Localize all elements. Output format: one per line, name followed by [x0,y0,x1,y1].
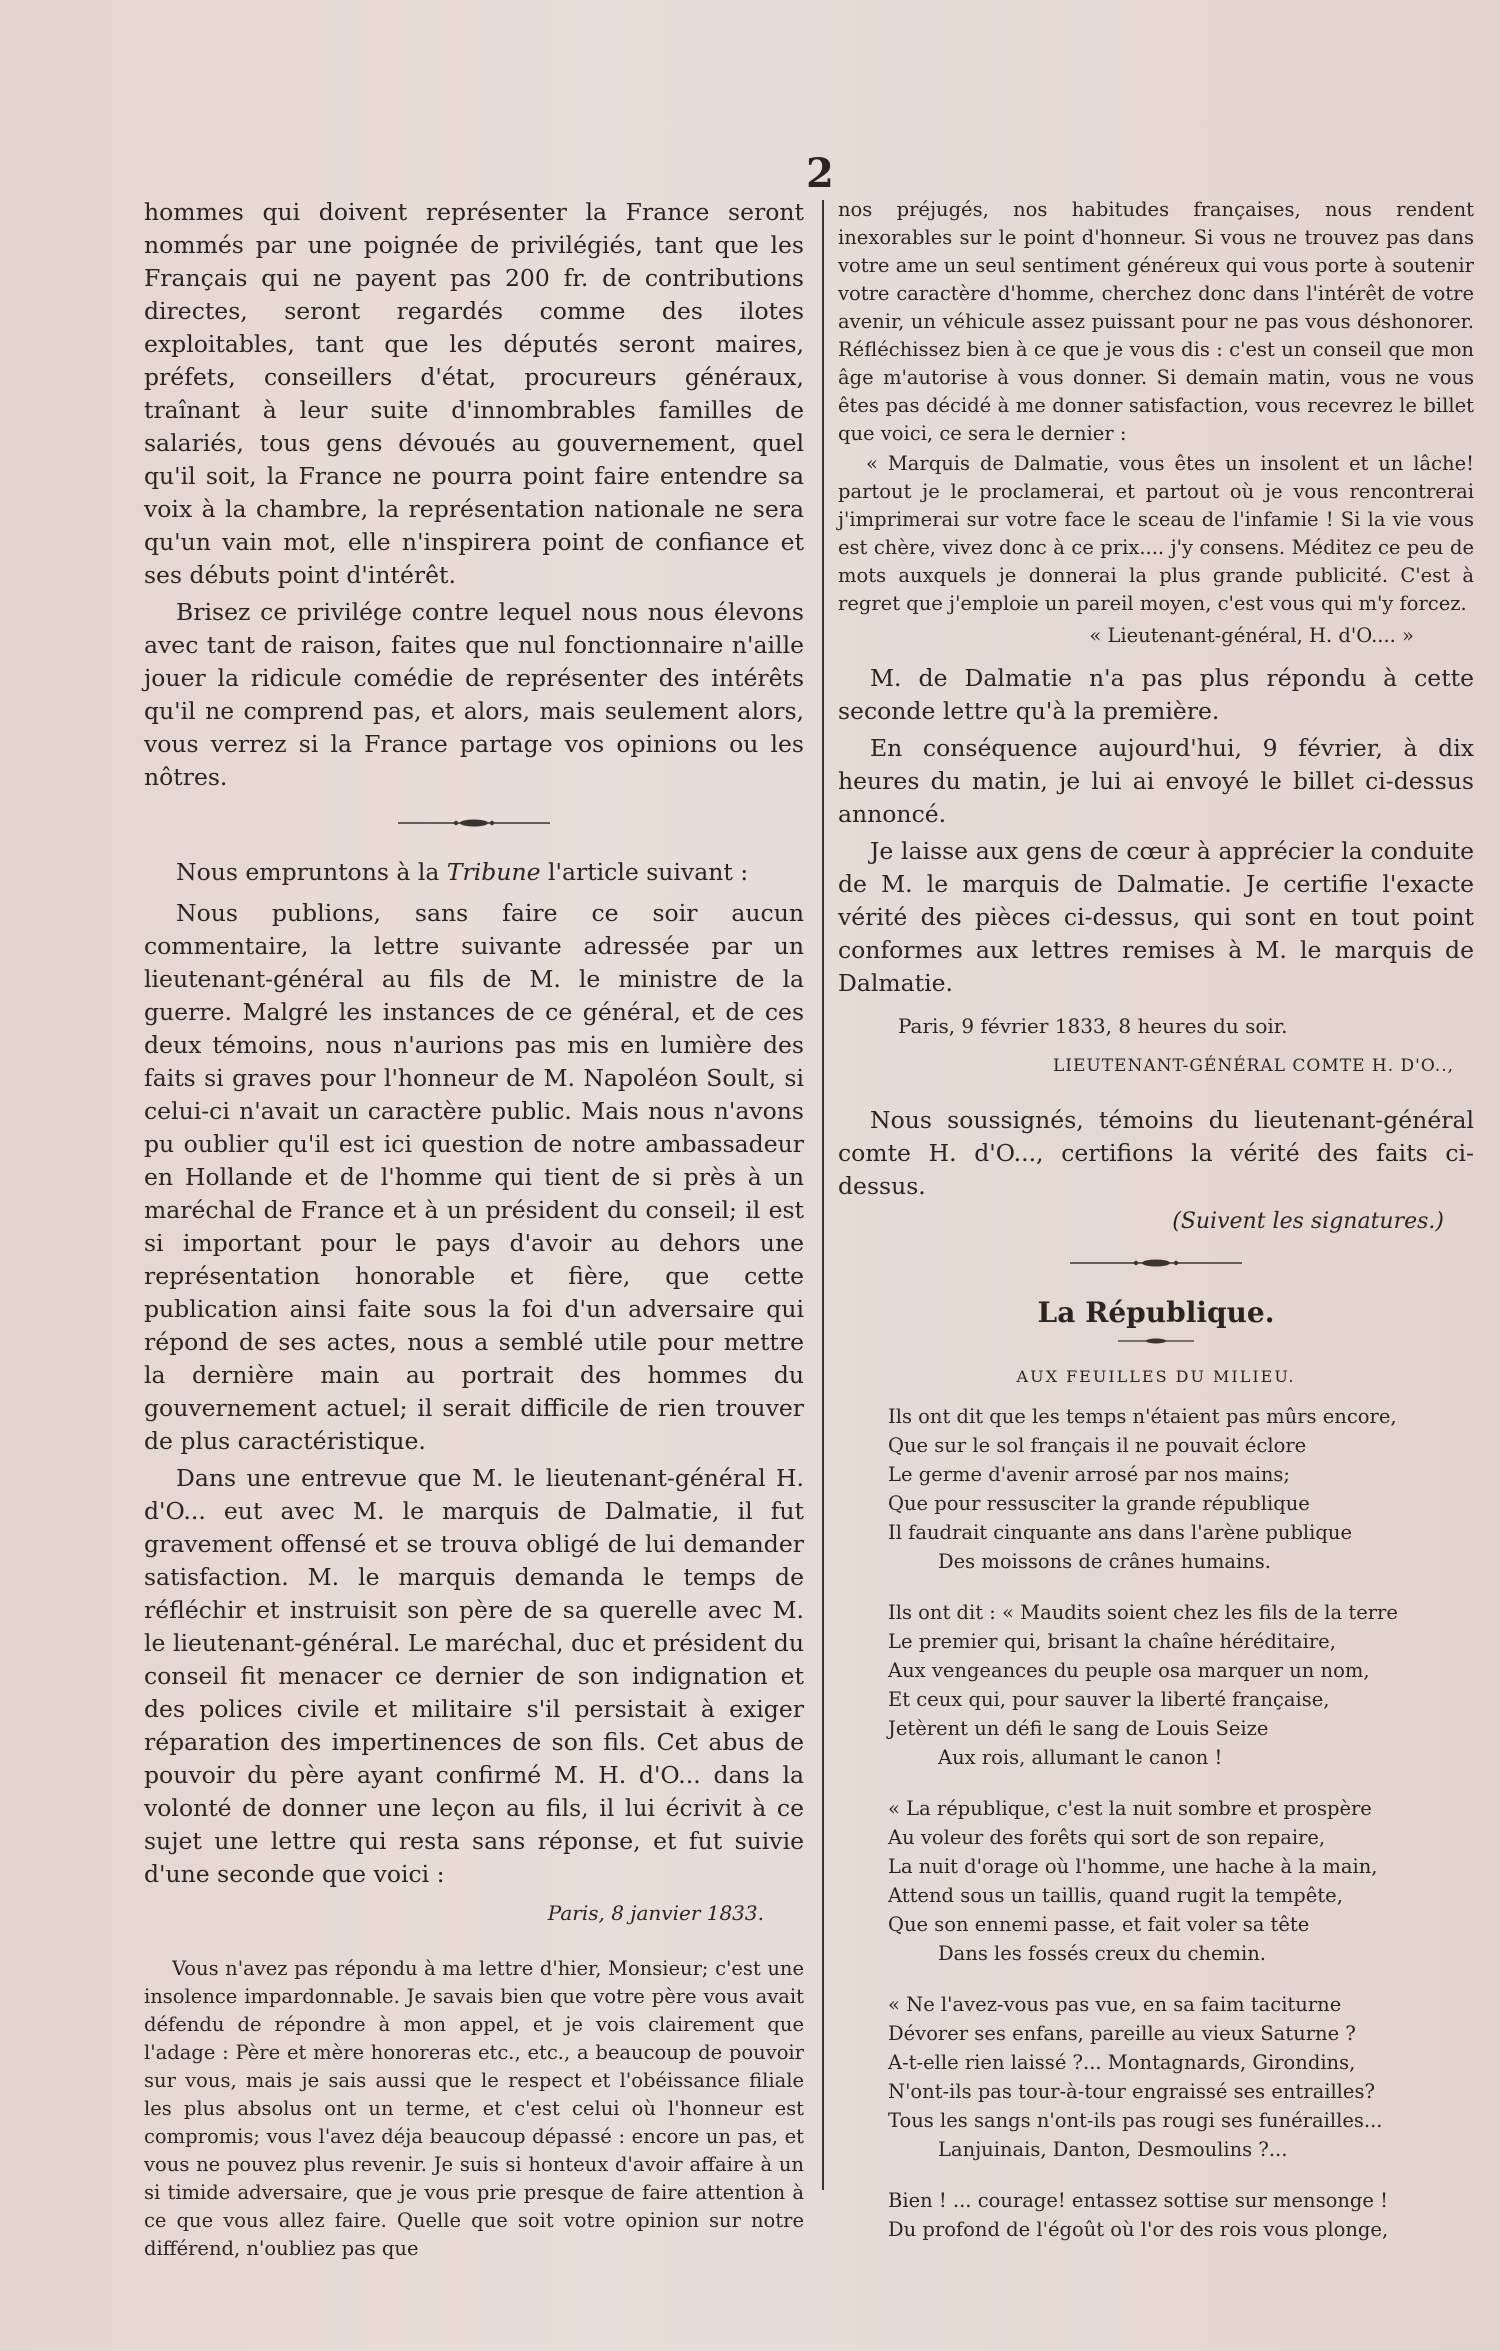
intro-line: Nous empruntons à la Tribune l'article suivant : [176,858,749,886]
verse: Lanjuinais, Danton, Desmoulins ?... [938,2138,1288,2161]
paragraph: Brisez ce privilége contre lequel nous nous élevons avec tant de raison, faites que nul fonctionnaire n'aille jouer la ridicule comédie de représenter des intérêts qu'il ne comprend pas, et alors, mais seulement alors, vous verrez si la France partage vos opinions ou les nôtres. [144,598,804,791]
stanza [888,2186,1474,2244]
verse: Que sur le sol français il ne pouvait éclore [888,1434,1307,1457]
small-divider [1116,1337,1196,1345]
dateline: Paris, 9 février 1833, 8 heures du soir. [898,1014,1288,1038]
paragraph: Je laisse aux gens de cœur à apprécier la conduite de M. le marquis de Dalmatie. Je certifie l'exacte vérité des pièces ci-dessus, qui sont en tout point conformes aux lettres remises à M. le marquis de Dalmatie. [838,837,1474,997]
verse: Il faudrait cinquante ans dans l'arène publique [888,1521,1352,1544]
poem [888,1402,1474,2244]
source-title: Tribune [446,858,541,886]
verse: « La république, c'est la nuit sombre et prospère [888,1797,1372,1820]
verse: Tous les sangs n'ont-ils pas rougi ses funérailles... [888,2109,1383,2132]
verse: Du profond de l'égoût où l'or des rois vous plonge, [888,2218,1389,2241]
ornament-divider [1066,1256,1246,1270]
paragraph: Dans une entrevue que M. le lieutenant-général H. d'O... eut avec M. le marquis de Dalmatie, il fut gravement offensé et se trouva obligé de lui demander satisfaction. M. le marquis demanda le temps de réfléchir et instruisit son père de sa querelle avec M. le lieutenant-général. Le maréchal, duc et président du conseil fit menacer ce dernier de son indignation et des polices civile et militaire s'il persistait à exiger réparation des impertinences de son fils. Cet abus de pouvoir du père ayant confirmé M. H. d'O... dans la volonté de donner une leçon au fils, il lui écrivit à ce sujet une lettre qui resta sans réponse, et fut suivie d'une seconde que voici : [144,1464,804,1888]
letter-quote: « Marquis de Dalmatie, vous êtes un insolent et un lâche! partout je le proclamerai, et partout où je vous rencontrerai j'imprimerai sur votre face le sceau de l'infamie ! Si la vie vous est chère, vivez donc à ce prix.... j'y consens. Méditez ce peu de mots auxquels je donnerai la plus grande publicité. C'est à regret que j'emploie un pareil moyen, c'est vous qui m'y forcez. [838,452,1474,615]
paragraph: M. de Dalmatie n'a pas plus répondu à cette seconde lettre qu'à la première. [838,664,1474,725]
verse: La nuit d'orage où l'homme, une hache à la main, [888,1855,1378,1878]
paragraph: En conséquence aujourd'hui, 9 février, à dix heures du matin, je lui ai envoyé le billet ci-dessus annoncé. [838,734,1474,828]
verse: Dévorer ses enfans, pareille au vieux Saturne ? [888,2022,1356,2045]
verse: Que pour ressusciter la grande république [888,1492,1310,1515]
verse: Aux vengeances du peuple osa marquer un nom, [888,1659,1370,1682]
verse: Au voleur des forêts qui sort de son repaire, [888,1826,1326,1849]
stanza [888,1598,1474,1772]
verse: Aux rois, allumant le canon ! [938,1746,1223,1769]
verse: Ils ont dit que les temps n'étaient pas mûrs encore, [888,1405,1397,1428]
verse: Dans les fossés creux du chemin. [938,1942,1267,1965]
verse: Ils ont dit : « Maudits soient chez les fils de la terre [888,1601,1398,1624]
verse: Bien ! ... courage! entassez sottise sur mensonge ! [888,2189,1388,2212]
verse: Le germe d'avenir arrosé par nos mains; [888,1463,1290,1486]
verse: N'ont-ils pas tour-à-tour engraissé ses entrailles? [888,2080,1375,2103]
stanza [888,1794,1474,1968]
poem-title: La République. [1037,1296,1275,1329]
signatures-note: (Suivent les signatures.) [1172,1209,1444,1234]
column-divider [822,200,824,2190]
verse: Que son ennemi passe, et fait voler sa tête [888,1913,1310,1936]
verse: « Ne l'avez-vous pas vue, en sa faim taciturne [888,1993,1342,2016]
page-number: 2 [806,150,834,197]
verse: Le premier qui, brisant la chaîne héréditaire, [888,1630,1336,1653]
stanza [888,1990,1474,2164]
verse: A-t-elle rien laissé ?... Montagnards, Girondins, [888,2051,1356,2074]
verse: Et ceux qui, pour sauver la liberté française, [888,1688,1330,1711]
verse: Des moissons de crânes humains. [938,1550,1271,1573]
letter-text: Vous n'avez pas répondu à ma lettre d'hier, Monsieur; c'est une insolence impardonnable. Je savais bien que votre père vous avait défendu de répondre à mon appel, et je vois clairement que l'adage : Père et mère honoreras etc., etc., a beaucoup de pouvoir sur vous, mais je sais aussi que le respect et l'obéissance filiale les plus absolus ont un terme, et c'est celui où l'honneur est compromis; vous l'avez déja beaucoup dépassé : encore un pas, et vous ne pouvez plus revenir. Je suis si honteux d'avoir affaire à un si timide adversaire, que je vous prie presque de faire attention à ce que vous allez faire. Quelle que soit votre opinion sur notre différend, n'oubliez pas que [144,1957,804,2260]
stanza [888,1402,1474,1576]
left-column [144,196,804,2263]
verse: Attend sous un taillis, quand rugit la tempête, [888,1884,1343,1907]
verse: Jetèrent un défi le sang de Louis Seize [888,1717,1269,1740]
paragraph-continued: hommes qui doivent représenter la France seront nommés par une poignée de privilégiés, tant que les Français qui ne payent pas 200 fr. de contributions directes, seront regardés comme des ilotes exploitables, tant que les députés seront maires, préfets, conseillers d'état, procureurs généraux, traînant à leur suite d'innombrables familles de salariés, tous gens dévoués au gouvernement, quel qu'il soit, la France ne pourra point faire entendre sa voix à la chambre, la représentation nationale ne sera qu'un vain mot, elle n'inspirera point de confiance et ses débuts point d'intérêt. [144,198,804,589]
ornament-divider [394,816,554,830]
paragraph: Nous publions, sans faire ce soir aucun commentaire, la lettre suivante adressée par un lieutenant-général au fils de M. le ministre de la guerre. Malgré les instances de ce général, et de ces deux témoins, nous n'aurions pas mis en lumière des faits si graves pour l'honneur de M. Napoléon Soult, si celui-ci n'avait un caractère public. Mais nous n'avons pu oublier qu'il est ici question de notre ambassadeur en Hollande et de l'homme qui tient de si près à un maréchal de France et à un président du conseil; il est si important pour le pays d'avoir au dehors une représentation honorable et fière, que cette publication ainsi faite sous la foi d'un adversaire qui répond de ses actes, nous a semblé utile pour mettre la dernière main au portrait des hommes du gouvernement actuel; il serait difficile de rien trouver de plus caractéristique. [144,899,804,1455]
letter-signature: « Lieutenant-général, H. d'O.... » [1089,624,1414,647]
witness-statement: Nous soussignés, témoins du lieutenant-général comte H. d'O..., certifions la vérité des faits ci-dessus. [838,1106,1474,1200]
letter-continued: nos préjugés, nos habitudes françaises, nous rendent inexorables sur le point d'honneur. Si vous ne trouvez pas dans votre ame un seul sentiment généreux qui vous porte à soutenir votre caractère d'homme, cherchez donc dans l'intérêt de votre avenir, un véhicule assez puissant pour ne pas vous déshonorer. Réfléchissez bien à ce que je vous dis : c'est un conseil que mon âge m'autorise à vous donner. Si demain matin, vous ne vous êtes pas décidé à me donner satisfaction, vous recevrez le billet que voici, ce sera le dernier : [838,198,1474,445]
right-column [838,196,1474,2266]
signature-line: LIEUTENANT-GÉNÉRAL COMTE H. D'O.., [1052,1056,1454,1076]
letter-date: Paris, 8 janvier 1833. [547,1901,764,1925]
poem-subtitle: AUX FEUILLES DU MILIEU. [1016,1367,1296,1386]
